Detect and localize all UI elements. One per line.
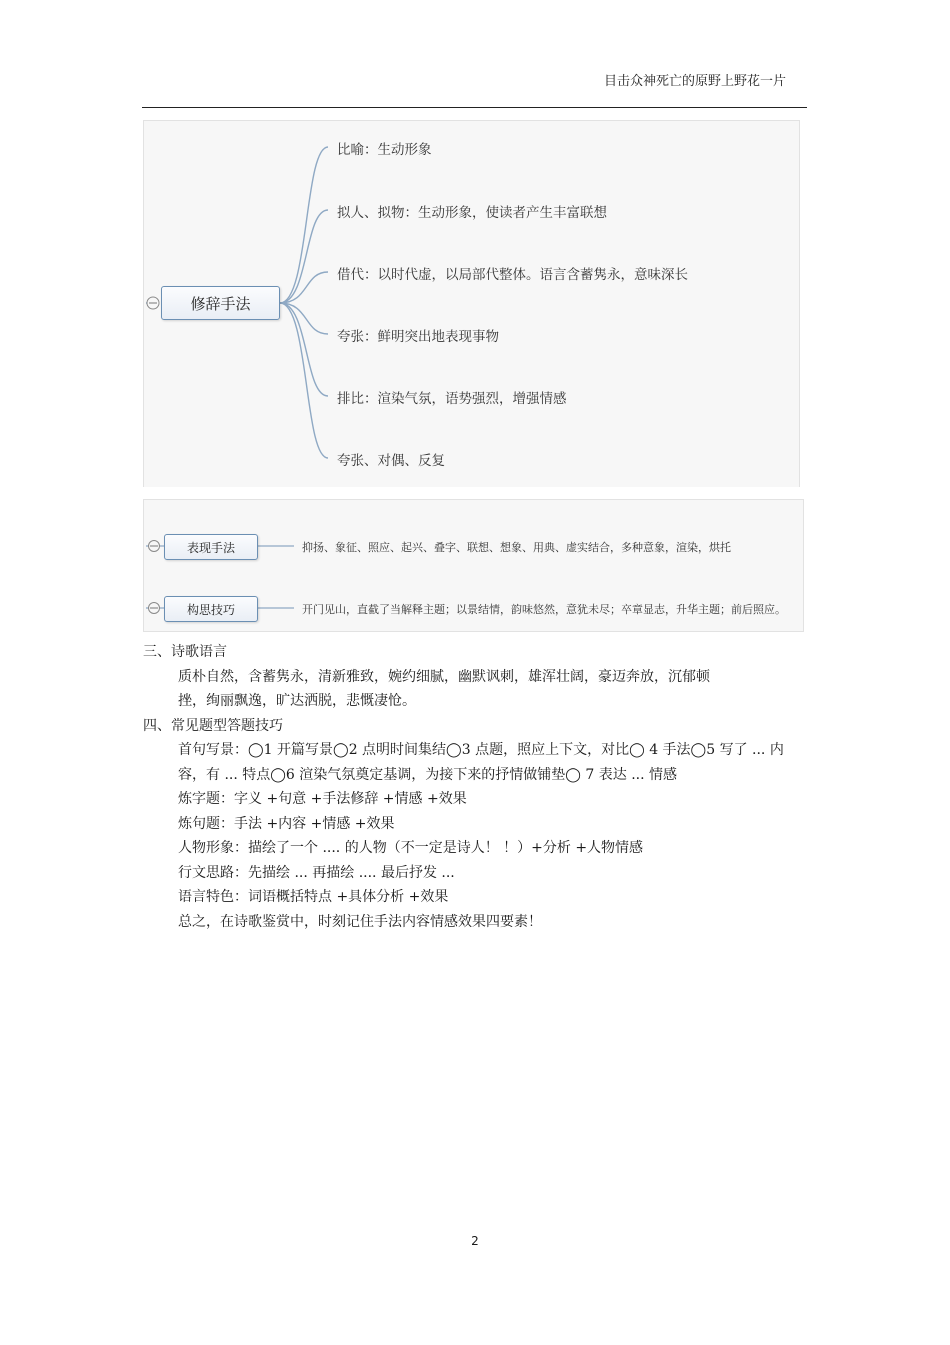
section4-line: 总之，在诗歌鉴赏中，时刻记住手法内容情感效果四要素！ xyxy=(178,913,542,930)
section3-line1: 质朴自然，含蓄隽永，清新雅致，婉约细腻，幽默讽刺，雄浑壮阔，豪迈奔放，沉郁顿 xyxy=(178,668,710,685)
node-expression-methods: 表现手法 xyxy=(164,534,258,560)
section3 xyxy=(143,640,784,934)
mindmap-rhetoric xyxy=(143,120,800,487)
mindmap-methods xyxy=(143,499,804,632)
expression-methods-text: 抑扬、象征、照应、起兴、叠字、联想、想象、用典、虚实结合，多种意象，渲染，烘托 xyxy=(302,541,731,554)
node-conception-skills: 构思技巧 xyxy=(164,596,258,622)
section4-line: 容，有 ... 特点◯6 渲染气氛奠定基调，为接下来的抒情做铺垫◯ 7 表达 ... 情感 xyxy=(178,766,678,783)
branch-others: 夸张、对偶、反复 xyxy=(337,453,445,469)
section4-line: 炼句题：手法 +内容 +情感 +效果 xyxy=(178,815,395,832)
header-rule xyxy=(142,107,807,108)
section4-line: 人物形象：描绘了一个 .... 的人物（不一定是诗人！ ！）+分析 +人物情感 xyxy=(178,840,644,856)
page-number: 2 xyxy=(471,1234,479,1248)
branch-hyperbole: 夸张：鲜明突出地表现事物 xyxy=(337,329,499,345)
section4-line: 语言特色：词语概括特点 +具体分析 +效果 xyxy=(178,889,449,905)
section4-line: 炼字题：字义 +句意 +手法修辞 +情感 +效果 xyxy=(178,791,467,807)
conception-skills-text: 开门见山，直截了当解释主题；以景结情，韵味悠然，意犹未尽；卒章显志，升华主题；前后照应。 xyxy=(302,603,786,616)
branch-metonymy: 借代：以时代虚，以局部代整体。语言含蓄隽永，意味深长 xyxy=(337,267,688,283)
section3-heading: 三、诗歌语言 xyxy=(143,644,227,660)
branch-personification: 拟人、拟物：生动形象，使读者产生丰富联想 xyxy=(337,205,607,221)
section4-heading: 四、常见题型答题技巧 xyxy=(143,717,283,734)
section4-line: 行文思路：先描绘 ... 再描绘 .... 最后抒发 ... xyxy=(178,864,455,881)
header-title: 目击众神死亡的原野上野花一片 xyxy=(603,74,786,89)
section3-line2: 挫，绚丽飘逸，旷达洒脱，悲慨凄怆。 xyxy=(178,693,416,709)
branch-parallelism: 排比：渲染气氛，语势强烈，增强情感 xyxy=(337,391,567,407)
mindmap-center-node: 修辞手法 xyxy=(161,286,280,320)
section4-line: 首句写景：◯1 开篇写景◯2 点明时间集结◯3 点题，照应上下文，对比◯ 4 手法◯5 写了 ... 内 xyxy=(178,742,784,758)
branch-metaphor: 比喻：生动形象 xyxy=(337,142,432,158)
